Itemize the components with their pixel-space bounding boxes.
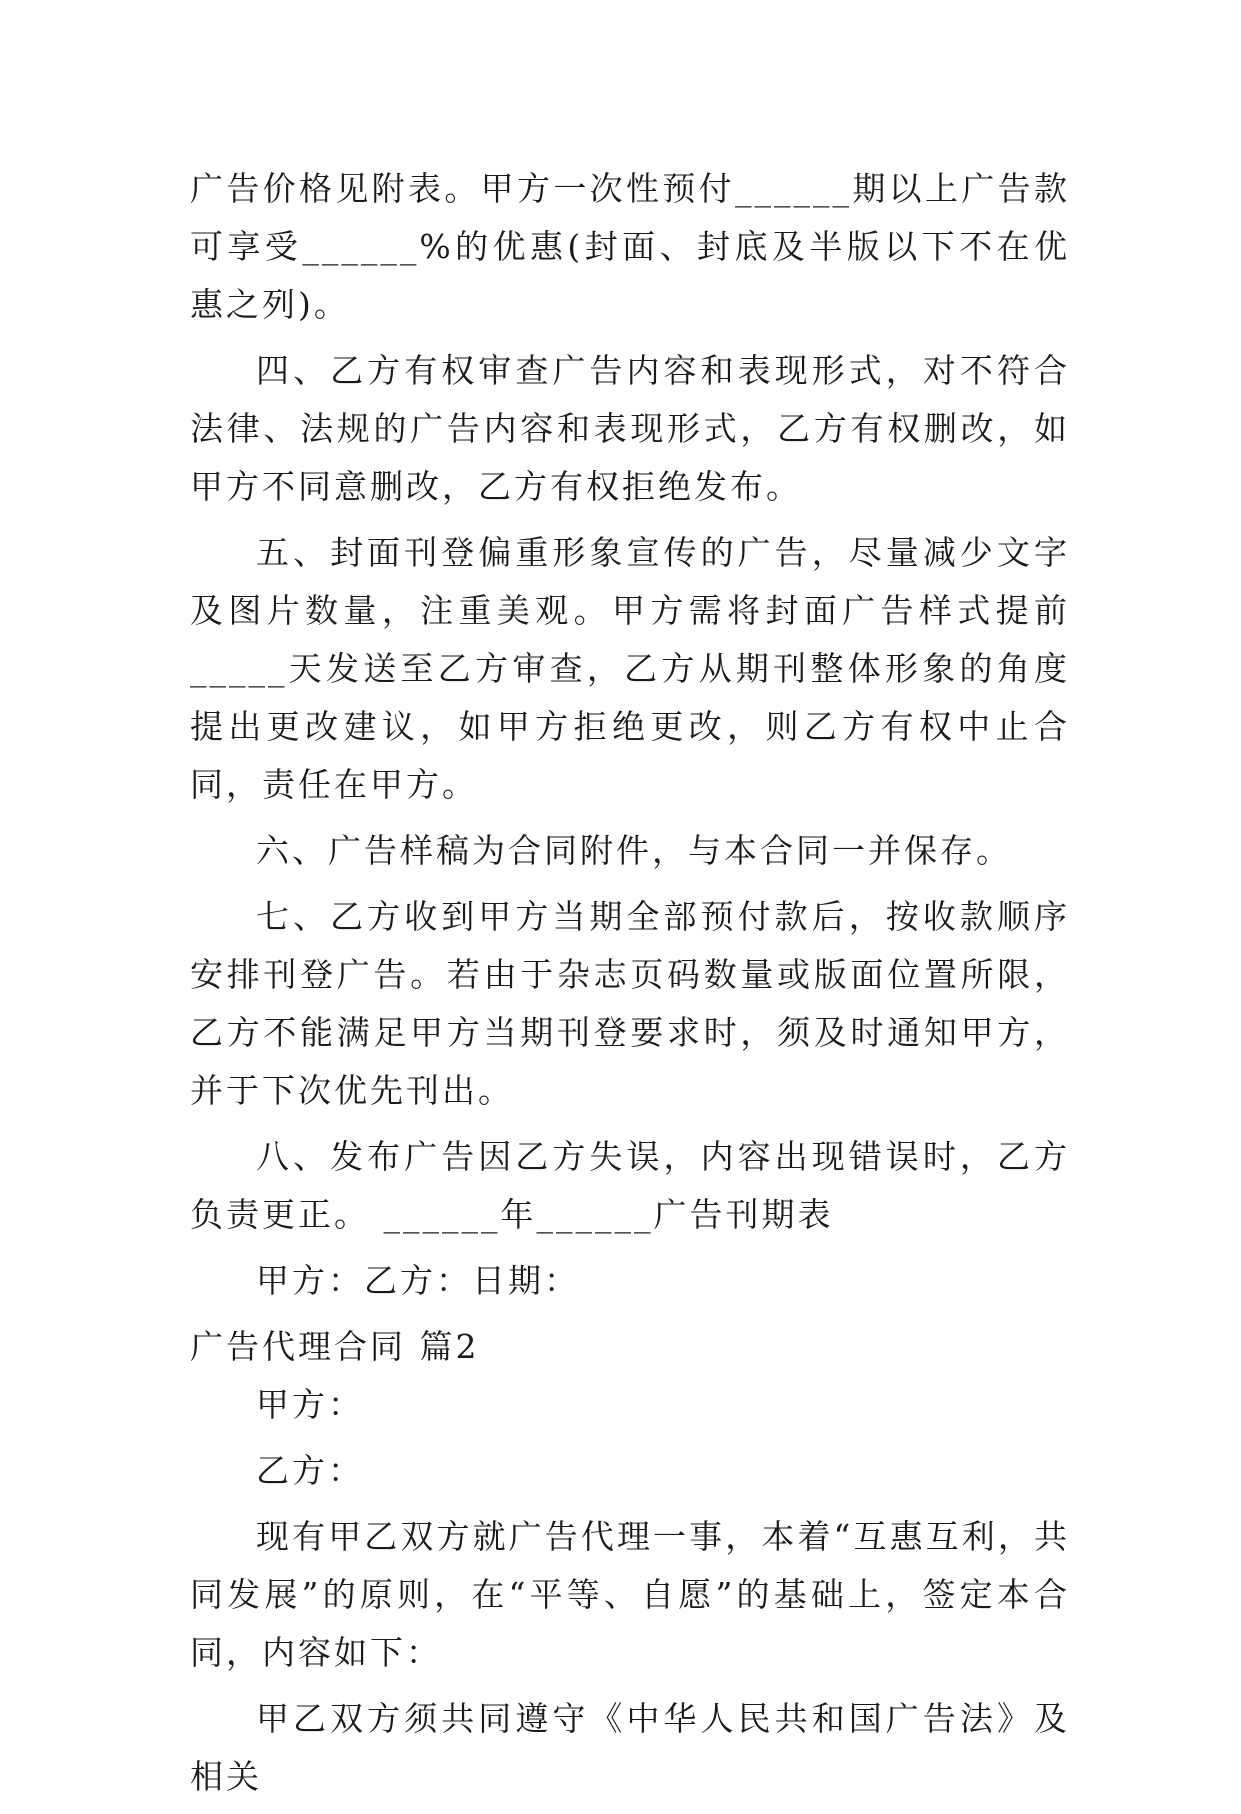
paragraph-clause-6: 六、广告样稿为合同附件，与本合同一并保存。 bbox=[256, 831, 1012, 870]
paragraph-party-a: 甲方： bbox=[256, 1385, 364, 1424]
paragraph-clause-4: 四、乙方有权审查广告内容和表现形式，对不符合法律、法规的广告内容和表现形式，乙方有权删改，如甲方不同意删改，乙方有权拒绝发布。 bbox=[190, 351, 1070, 506]
paragraph-ad-price: 广告价格见附表。甲方一次性预付______期以上广告款可享受______%的优惠(封面、封底及半版以下不在优惠之列)。 bbox=[190, 169, 1070, 324]
paragraph-clause-8: 八、发布广告因乙方失误，内容出现错误时，乙方负责更正。 ______年______广告刊期表 bbox=[190, 1137, 1070, 1234]
document-body bbox=[190, 160, 1070, 1814]
paragraph-compliance: 甲乙双方须共同遵守《中华人民共和国广告法》及相关 bbox=[190, 1699, 1070, 1796]
paragraph-clause-7: 七、乙方收到甲方当期全部预付款后，按收款顺序安排刊登广告。若由于杂志页码数量或版面位置所限，乙方不能满足甲方当期刊登要求时，须及时通知甲方，并于下次优先刊出。 bbox=[190, 897, 1070, 1110]
section-heading: 广告代理合同 篇2 bbox=[190, 1327, 480, 1366]
paragraph-party-b: 乙方： bbox=[256, 1451, 364, 1490]
paragraph-intro: 现有甲乙双方就广告代理一事，本着“互惠互利，共同发展”的原则，在“平等、自愿”的基础上，签定本合同，内容如下： bbox=[190, 1517, 1070, 1672]
paragraph-signatures: 甲方：乙方：日期： bbox=[256, 1261, 580, 1300]
paragraph-clause-5: 五、封面刊登偏重形象宣传的广告，尽量减少文字及图片数量，注重美观。甲方需将封面广告样式提前_____天发送至乙方审查，乙方从期刊整体形象的角度提出更改建议，如甲方拒绝更改，则乙方有权中止合同，责任在甲方。 bbox=[190, 533, 1070, 804]
